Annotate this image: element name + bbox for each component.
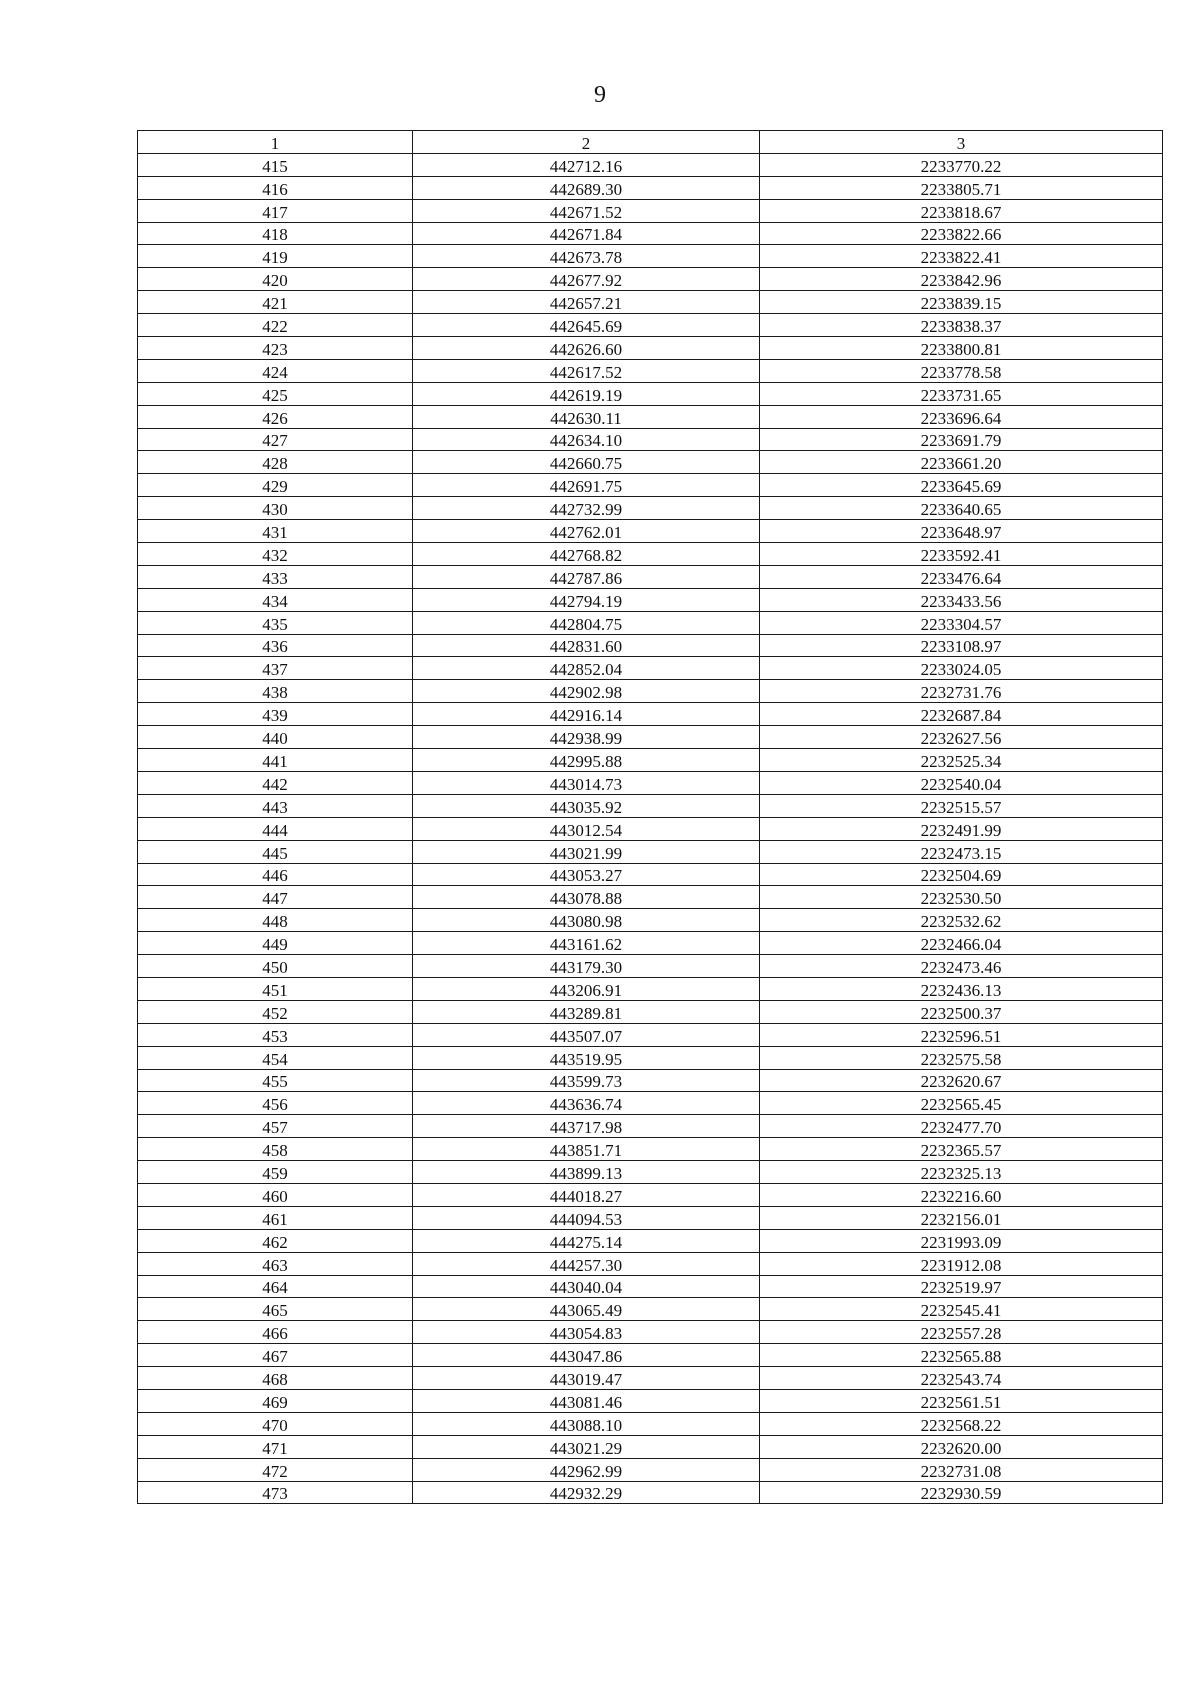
x-coordinate-cell: 443088.10 [413,1412,760,1435]
table-row [138,1344,1163,1367]
x-coordinate-cell: 443289.81 [413,1000,760,1023]
table-row [138,1389,1163,1412]
column-header-2: 2 [413,131,760,154]
x-coordinate-cell: 443014.73 [413,771,760,794]
table-row [138,909,1163,932]
table-row [138,1092,1163,1115]
y-coordinate-cell: 2232540.04 [760,771,1163,794]
table-row [138,497,1163,520]
y-coordinate-cell: 2232504.69 [760,863,1163,886]
x-coordinate-cell: 442634.10 [413,428,760,451]
point-number-cell: 438 [138,680,413,703]
table-row [138,703,1163,726]
y-coordinate-cell: 2232466.04 [760,932,1163,955]
x-coordinate-cell: 443507.07 [413,1023,760,1046]
table-row [138,977,1163,1000]
table-row [138,1161,1163,1184]
x-coordinate-cell: 442689.30 [413,176,760,199]
y-coordinate-cell: 2232557.28 [760,1321,1163,1344]
table-row [138,1229,1163,1252]
x-coordinate-cell: 444018.27 [413,1183,760,1206]
x-coordinate-cell: 443161.62 [413,932,760,955]
x-coordinate-cell: 443081.46 [413,1389,760,1412]
x-coordinate-cell: 443053.27 [413,863,760,886]
y-coordinate-cell: 2233822.66 [760,222,1163,245]
point-number-cell: 452 [138,1000,413,1023]
table-row [138,588,1163,611]
y-coordinate-cell: 2232620.00 [760,1435,1163,1458]
table-row [138,314,1163,337]
x-coordinate-cell: 442691.75 [413,474,760,497]
point-number-cell: 437 [138,657,413,680]
y-coordinate-cell: 2233691.79 [760,428,1163,451]
point-number-cell: 429 [138,474,413,497]
table-body [138,153,1163,1504]
x-coordinate-cell: 443717.98 [413,1115,760,1138]
x-coordinate-cell: 443080.98 [413,909,760,932]
point-number-cell: 461 [138,1206,413,1229]
y-coordinate-cell: 2233433.56 [760,588,1163,611]
table-row [138,520,1163,543]
point-number-cell: 444 [138,817,413,840]
x-coordinate-cell: 443012.54 [413,817,760,840]
x-coordinate-cell: 442732.99 [413,497,760,520]
point-number-cell: 459 [138,1161,413,1184]
table-row [138,176,1163,199]
x-coordinate-cell: 443054.83 [413,1321,760,1344]
table-row [138,1321,1163,1344]
y-coordinate-cell: 2231993.09 [760,1229,1163,1252]
table-row [138,268,1163,291]
y-coordinate-cell: 2232565.88 [760,1344,1163,1367]
table-row [138,153,1163,176]
x-coordinate-cell: 442626.60 [413,337,760,360]
x-coordinate-cell: 443065.49 [413,1298,760,1321]
point-number-cell: 425 [138,382,413,405]
y-coordinate-cell: 2232473.46 [760,955,1163,978]
y-coordinate-cell: 2232491.99 [760,817,1163,840]
table-row [138,680,1163,703]
table-row [138,1275,1163,1298]
table-row [138,657,1163,680]
y-coordinate-cell: 2232325.13 [760,1161,1163,1184]
x-coordinate-cell: 443599.73 [413,1069,760,1092]
y-coordinate-cell: 2232473.15 [760,840,1163,863]
point-number-cell: 460 [138,1183,413,1206]
point-number-cell: 418 [138,222,413,245]
x-coordinate-cell: 443179.30 [413,955,760,978]
table-row [138,749,1163,772]
point-number-cell: 443 [138,794,413,817]
table-row [138,817,1163,840]
y-coordinate-cell: 2233645.69 [760,474,1163,497]
x-coordinate-cell: 442852.04 [413,657,760,680]
point-number-cell: 426 [138,405,413,428]
x-coordinate-cell: 443899.13 [413,1161,760,1184]
y-coordinate-cell: 2232519.97 [760,1275,1163,1298]
point-number-cell: 424 [138,359,413,382]
y-coordinate-cell: 2232515.57 [760,794,1163,817]
y-coordinate-cell: 2233731.65 [760,382,1163,405]
y-coordinate-cell: 2232545.41 [760,1298,1163,1321]
y-coordinate-cell: 2232575.58 [760,1046,1163,1069]
table-row [138,1069,1163,1092]
table-row [138,1115,1163,1138]
point-number-cell: 469 [138,1389,413,1412]
y-coordinate-cell: 2233805.71 [760,176,1163,199]
y-coordinate-cell: 2233304.57 [760,611,1163,634]
y-coordinate-cell: 2233838.37 [760,314,1163,337]
x-coordinate-cell: 442673.78 [413,245,760,268]
point-number-cell: 448 [138,909,413,932]
table-row [138,1481,1163,1504]
point-number-cell: 432 [138,543,413,566]
point-number-cell: 415 [138,153,413,176]
table-row [138,1435,1163,1458]
point-number-cell: 441 [138,749,413,772]
table-row [138,1458,1163,1481]
x-coordinate-cell: 444094.53 [413,1206,760,1229]
table-row [138,863,1163,886]
x-coordinate-cell: 444275.14 [413,1229,760,1252]
x-coordinate-cell: 443078.88 [413,886,760,909]
y-coordinate-cell: 2232620.67 [760,1069,1163,1092]
x-coordinate-cell: 442660.75 [413,451,760,474]
point-number-cell: 472 [138,1458,413,1481]
x-coordinate-cell: 443021.99 [413,840,760,863]
table-row [138,1000,1163,1023]
table-row [138,634,1163,657]
point-number-cell: 442 [138,771,413,794]
point-number-cell: 458 [138,1138,413,1161]
y-coordinate-cell: 2233770.22 [760,153,1163,176]
x-coordinate-cell: 443035.92 [413,794,760,817]
x-coordinate-cell: 443519.95 [413,1046,760,1069]
table-row [138,543,1163,566]
y-coordinate-cell: 2232532.62 [760,909,1163,932]
point-number-cell: 457 [138,1115,413,1138]
point-number-cell: 439 [138,703,413,726]
point-number-cell: 453 [138,1023,413,1046]
table-row [138,932,1163,955]
x-coordinate-cell: 442804.75 [413,611,760,634]
y-coordinate-cell: 2232731.08 [760,1458,1163,1481]
point-number-cell: 473 [138,1481,413,1504]
point-number-cell: 428 [138,451,413,474]
point-number-cell: 455 [138,1069,413,1092]
y-coordinate-cell: 2233661.20 [760,451,1163,474]
y-coordinate-cell: 2232216.60 [760,1183,1163,1206]
x-coordinate-cell: 442671.52 [413,199,760,222]
table-row [138,726,1163,749]
x-coordinate-cell: 442768.82 [413,543,760,566]
y-coordinate-cell: 2232561.51 [760,1389,1163,1412]
x-coordinate-cell: 442645.69 [413,314,760,337]
point-number-cell: 468 [138,1367,413,1390]
table-row [138,1252,1163,1275]
x-coordinate-cell: 442916.14 [413,703,760,726]
table-row [138,245,1163,268]
table-row [138,1183,1163,1206]
y-coordinate-cell: 2232365.57 [760,1138,1163,1161]
y-coordinate-cell: 2232156.01 [760,1206,1163,1229]
y-coordinate-cell: 2233024.05 [760,657,1163,680]
y-coordinate-cell: 2232436.13 [760,977,1163,1000]
point-number-cell: 470 [138,1412,413,1435]
y-coordinate-cell: 2232543.74 [760,1367,1163,1390]
x-coordinate-cell: 442787.86 [413,565,760,588]
x-coordinate-cell: 442794.19 [413,588,760,611]
y-coordinate-cell: 2233592.41 [760,543,1163,566]
page-number: 9 [594,82,606,108]
y-coordinate-cell: 2233108.97 [760,634,1163,657]
coordinates-table [137,130,1163,1504]
table-row [138,405,1163,428]
y-coordinate-cell: 2233818.67 [760,199,1163,222]
y-coordinate-cell: 2232731.76 [760,680,1163,703]
x-coordinate-cell: 442932.29 [413,1481,760,1504]
y-coordinate-cell: 2233778.58 [760,359,1163,382]
point-number-cell: 451 [138,977,413,1000]
table-row [138,840,1163,863]
table-row [138,359,1163,382]
point-number-cell: 420 [138,268,413,291]
table-row [138,771,1163,794]
x-coordinate-cell: 442831.60 [413,634,760,657]
x-coordinate-cell: 442619.19 [413,382,760,405]
point-number-cell: 456 [138,1092,413,1115]
x-coordinate-cell: 442677.92 [413,268,760,291]
x-coordinate-cell: 442995.88 [413,749,760,772]
point-number-cell: 434 [138,588,413,611]
y-coordinate-cell: 2232596.51 [760,1023,1163,1046]
table-header-row [138,131,1163,154]
point-number-cell: 431 [138,520,413,543]
point-number-cell: 463 [138,1252,413,1275]
point-number-cell: 433 [138,565,413,588]
y-coordinate-cell: 2232530.50 [760,886,1163,909]
table-row [138,451,1163,474]
table-row [138,611,1163,634]
table-row [138,1206,1163,1229]
table-row [138,1412,1163,1435]
y-coordinate-cell: 2233839.15 [760,291,1163,314]
point-number-cell: 421 [138,291,413,314]
table-row [138,1046,1163,1069]
y-coordinate-cell: 2232565.45 [760,1092,1163,1115]
point-number-cell: 465 [138,1298,413,1321]
point-number-cell: 450 [138,955,413,978]
point-number-cell: 445 [138,840,413,863]
point-number-cell: 419 [138,245,413,268]
y-coordinate-cell: 2232930.59 [760,1481,1163,1504]
y-coordinate-cell: 2233800.81 [760,337,1163,360]
table-row [138,1023,1163,1046]
x-coordinate-cell: 442630.11 [413,405,760,428]
point-number-cell: 436 [138,634,413,657]
point-number-cell: 422 [138,314,413,337]
column-header-1: 1 [138,131,413,154]
x-coordinate-cell: 442938.99 [413,726,760,749]
point-number-cell: 427 [138,428,413,451]
point-number-cell: 466 [138,1321,413,1344]
point-number-cell: 423 [138,337,413,360]
table-row [138,794,1163,817]
table-row [138,1367,1163,1390]
table-row [138,222,1163,245]
y-coordinate-cell: 2232687.84 [760,703,1163,726]
table-row [138,1138,1163,1161]
table-row [138,199,1163,222]
point-number-cell: 447 [138,886,413,909]
y-coordinate-cell: 2232568.22 [760,1412,1163,1435]
y-coordinate-cell: 2233842.96 [760,268,1163,291]
table-row [138,565,1163,588]
point-number-cell: 471 [138,1435,413,1458]
table-row [138,382,1163,405]
table-row [138,886,1163,909]
y-coordinate-cell: 2232525.34 [760,749,1163,772]
y-coordinate-cell: 2233822.41 [760,245,1163,268]
x-coordinate-cell: 443206.91 [413,977,760,1000]
x-coordinate-cell: 442671.84 [413,222,760,245]
x-coordinate-cell: 442902.98 [413,680,760,703]
x-coordinate-cell: 444257.30 [413,1252,760,1275]
x-coordinate-cell: 443851.71 [413,1138,760,1161]
y-coordinate-cell: 2233640.65 [760,497,1163,520]
point-number-cell: 464 [138,1275,413,1298]
table-row [138,474,1163,497]
x-coordinate-cell: 443021.29 [413,1435,760,1458]
y-coordinate-cell: 2232477.70 [760,1115,1163,1138]
x-coordinate-cell: 443019.47 [413,1367,760,1390]
x-coordinate-cell: 442962.99 [413,1458,760,1481]
y-coordinate-cell: 2233476.64 [760,565,1163,588]
point-number-cell: 440 [138,726,413,749]
y-coordinate-cell: 2233648.97 [760,520,1163,543]
point-number-cell: 435 [138,611,413,634]
y-coordinate-cell: 2232500.37 [760,1000,1163,1023]
point-number-cell: 416 [138,176,413,199]
point-number-cell: 446 [138,863,413,886]
x-coordinate-cell: 443636.74 [413,1092,760,1115]
x-coordinate-cell: 442617.52 [413,359,760,382]
point-number-cell: 467 [138,1344,413,1367]
x-coordinate-cell: 442657.21 [413,291,760,314]
x-coordinate-cell: 442762.01 [413,520,760,543]
table-row [138,955,1163,978]
y-coordinate-cell: 2233696.64 [760,405,1163,428]
point-number-cell: 449 [138,932,413,955]
point-number-cell: 454 [138,1046,413,1069]
x-coordinate-cell: 443040.04 [413,1275,760,1298]
column-header-3: 3 [760,131,1163,154]
x-coordinate-cell: 442712.16 [413,153,760,176]
y-coordinate-cell: 2232627.56 [760,726,1163,749]
table-row [138,1298,1163,1321]
x-coordinate-cell: 443047.86 [413,1344,760,1367]
y-coordinate-cell: 2231912.08 [760,1252,1163,1275]
table-row [138,291,1163,314]
table-row [138,337,1163,360]
table-row [138,428,1163,451]
point-number-cell: 417 [138,199,413,222]
point-number-cell: 430 [138,497,413,520]
point-number-cell: 462 [138,1229,413,1252]
